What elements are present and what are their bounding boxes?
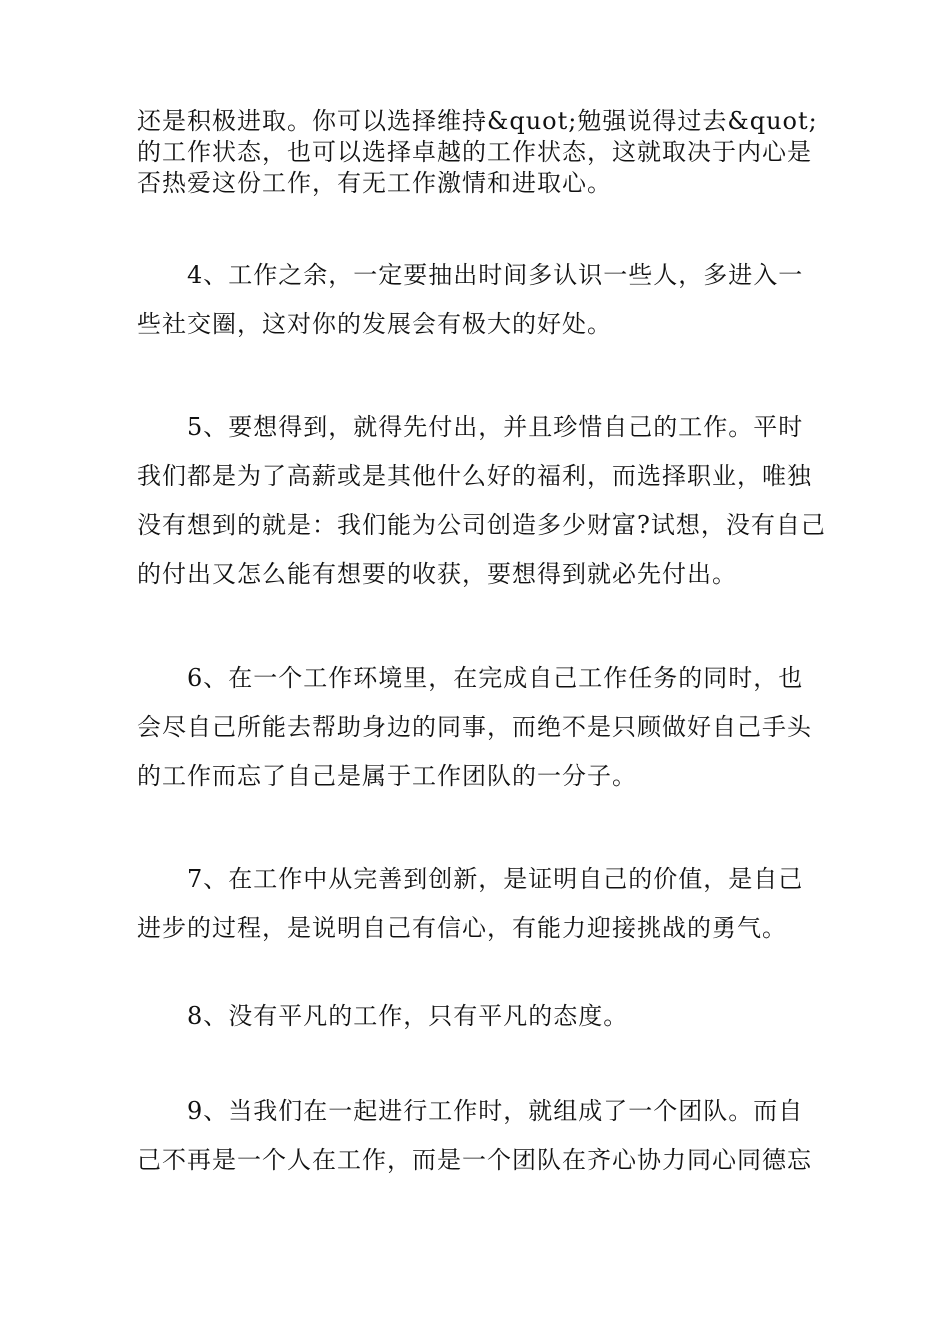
paragraph-4: 4、工作之余，一定要抽出时间多认识一些人，多进入一些社交圈，这对你的发展会有极大的好处。	[137, 261, 804, 338]
paragraph-9: 9、当我们在一起进行工作时，就组成了一个团队。而自己不再是一个人在工作，而是一个团队在齐心协力同心同德忘	[137, 1097, 812, 1174]
paragraph-6: 6、在一个工作环境里，在完成自己工作任务的同时，也会尽自己所能去帮助身边的同事，而绝不是只顾做好自己手头的工作而忘了自己是属于工作团队的一分子。	[137, 664, 812, 790]
paragraph-continued: 还是积极进取。你可以选择维持&quot;勉强说得过去&quot;的工作状态，也可以选择卓越的工作状态，这就取决于内心是否热爱这份工作，有无工作激情和进取心。	[137, 107, 818, 197]
paragraph-7: 7、在工作中从完善到创新，是证明自己的价值，是自己进步的过程，是说明自己有信心，有能力迎接挑战的勇气。	[137, 865, 804, 942]
paragraph-8: 8、没有平凡的工作，只有平凡的态度。	[187, 1002, 629, 1030]
paragraph-5: 5、要想得到，就得先付出，并且珍惜自己的工作。平时我们都是为了高薪或是其他什么好的福利，而选择职业，唯独没有想到的就是：我们能为公司创造多少财富?试想，没有自己的付出又怎么能有想要的收获，要想得到就必先付出。	[137, 413, 826, 588]
